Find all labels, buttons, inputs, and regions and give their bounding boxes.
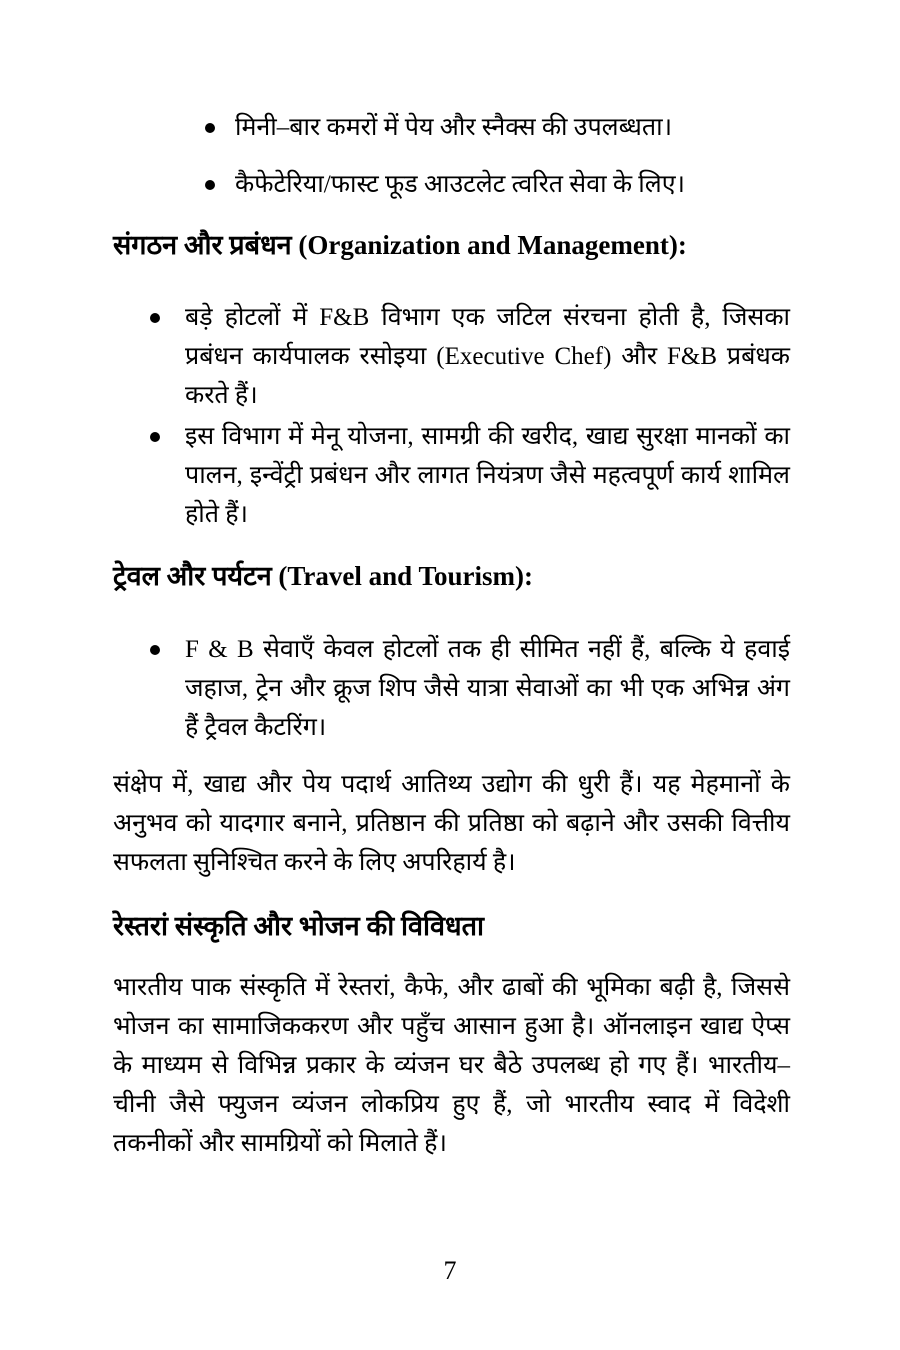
bullet-text: इस विभाग में मेनू योजना, सामग्री की खरीद, खाद्य सुरक्षा मानकों का पालन, इन्वेंट्री प्रबंधन और लागत नियंत्रण जैसे महत्वपूर्ण कार्य शामिल होते हैं।	[185, 423, 790, 528]
bullet-text: मिनी–बार कमरों में पेय और स्नैक्स की उपलब्धता।	[235, 114, 673, 141]
restaurant-paragraph: भारतीय पाक संस्कृति में रेस्तरां, कैफे, और ढाबों की भूमिका बढ़ी है, जिससे भोजन का सामाजिककरण और पहुँच आसान हुआ है। ऑनलाइन खाद्य ऐप्स के माध्यम से विभिन्न प्रकार के व्यंजन घर बैठे उपलब्ध हो गए हैं। भारतीय–चीनी जैसे फ्युजन व्यंजन लोकप्रिय हुए हैं, जो भारतीय स्वाद में विदेशी तकनीकों और सामग्रियों को मिलाते हैं।	[113, 974, 790, 1158]
page-number: 7	[443, 1256, 457, 1285]
section-heading-organization: संगठन और प्रबंधन (Organization and Management):	[113, 230, 687, 260]
summary-paragraph: संक्षेप में, खाद्य और पेय पदार्थ आतिथ्य उद्योग की धुरी हैं। यह मेहमानों के अनुभव को यादगार बनाने, प्रतिष्ठान की प्रतिष्ठा को बढ़ाने और उसकी वित्तीय सफलता सुनिश्चित करने के लिए अपरिहार्य है।	[113, 771, 790, 876]
bullet-icon	[150, 432, 160, 442]
list-item	[205, 108, 790, 147]
list-item	[150, 298, 790, 415]
section-heading-travel: ट्रेवल और पर्यटन (Travel and Tourism):	[113, 561, 533, 591]
section-heading-restaurant: रेस्तरां संस्कृति और भोजन की विविधता	[113, 911, 484, 941]
bullet-text: बड़े होटलों में F&B विभाग एक जटिल संरचना होती है, जिसका प्रबंधन कार्यपालक रसोइया (Executive Chef) और F&B प्रबंधक करते हैं।	[185, 304, 790, 409]
bullet-text: कैफेटेरिया/फास्ट फूड आउटलेट त्वरित सेवा के लिए।	[235, 171, 685, 198]
bullet-icon	[205, 123, 215, 133]
bullet-icon	[150, 313, 160, 323]
page-content	[113, 0, 790, 1188]
list-item	[205, 165, 790, 204]
list-item	[150, 417, 790, 534]
bullet-icon	[205, 180, 215, 190]
list-item	[150, 630, 790, 747]
bullet-text: F & B सेवाएँ केवल होटलों तक ही सीमित नहीं हैं, बल्कि ये हवाई जहाज, ट्रेन और क्रूज शिप जैसे यात्रा सेवाओं का भी एक अभिन्न अंग हैं ट्रैवल कैटरिंग।	[185, 636, 790, 741]
bullet-icon	[150, 645, 160, 655]
